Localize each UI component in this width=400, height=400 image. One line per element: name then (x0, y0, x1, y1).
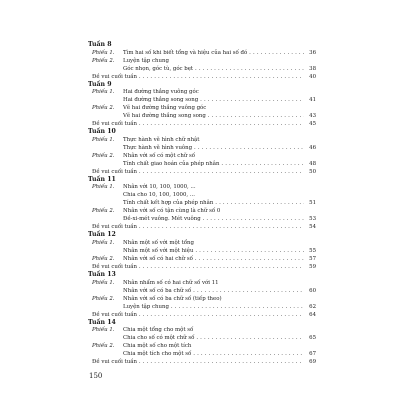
toc-entry (88, 350, 316, 358)
entry-page-number: 60 (304, 287, 316, 295)
entry-title: Chia một số cho một tích (123, 343, 192, 350)
worksheet-label: Phiếu 2. (92, 255, 115, 262)
week-heading: Tuần 14 (88, 318, 116, 326)
entry-title: Nhân nhẩm số có hai chữ số với 11 (123, 279, 219, 286)
entry-page-number: 46 (304, 144, 316, 152)
toc-entry (88, 136, 316, 144)
entry-page-number: 50 (304, 168, 316, 176)
toc-entry (88, 144, 316, 152)
toc-entry (88, 152, 316, 160)
toc-entry (88, 73, 316, 81)
worksheet-label: Phiếu 2. (92, 295, 115, 302)
entry-title: Tính chất kết hợp của phép nhân . . . (123, 199, 308, 207)
toc-entry (88, 160, 316, 168)
page-number: 150 (89, 372, 103, 380)
entry-page-number: 69 (304, 358, 316, 366)
toc-entry (88, 326, 316, 334)
entry-title: Chia cho 10, 100, 1000, ... (123, 192, 195, 199)
toc-entry (88, 334, 316, 342)
worksheet-label: Phiếu 2. (92, 57, 115, 64)
toc-entry (88, 247, 316, 255)
toc-entry (88, 239, 316, 247)
entry-title: Đề vui cuối tuần . . . (92, 358, 308, 366)
entry-title: Đề vui cuối tuần . . . (92, 73, 308, 81)
week-heading: Tuần 9 (88, 80, 112, 88)
entry-page-number: 53 (304, 215, 316, 223)
toc-entry (88, 49, 316, 57)
entry-page-number: 62 (304, 303, 316, 311)
entry-page-number: 45 (304, 120, 316, 128)
entry-title: Nhân với 10, 100, 1000, ... (123, 184, 196, 191)
entry-page-number: 41 (304, 96, 316, 104)
entry-page-number: 36 (304, 49, 316, 57)
worksheet-label: Phiếu 1. (92, 89, 115, 96)
toc-entry (88, 57, 316, 65)
toc-entry (88, 191, 316, 199)
entry-title: Nhân với số có ba chữ số . . . (123, 287, 308, 295)
entry-title: Nhân một số với một tổng (123, 239, 194, 246)
entry-title: Nhân với số có hai chữ số . . . (123, 255, 308, 263)
entry-title: Nhân với số có tận cùng là chữ số 0 (123, 208, 221, 215)
entry-title: Luyện tập chung . . . (123, 303, 308, 311)
toc-entry (88, 215, 316, 223)
table-of-contents (88, 41, 316, 366)
worksheet-label: Phiếu 1. (92, 327, 115, 334)
entry-page-number: 57 (304, 255, 316, 263)
entry-title: Đề vui cuối tuần . . . (92, 311, 308, 319)
toc-entry (88, 199, 316, 207)
toc-entry (88, 168, 316, 176)
toc-entry (88, 342, 316, 350)
entry-page-number: 43 (304, 112, 316, 120)
entry-page-number: 64 (304, 311, 316, 319)
toc-entry (88, 223, 316, 231)
entry-page-number: 51 (304, 199, 316, 207)
week-heading: Tuần 10 (88, 128, 116, 136)
week-heading: Tuần 12 (88, 231, 116, 239)
entry-page-number: 55 (304, 247, 316, 255)
toc-entry (88, 104, 316, 112)
entry-page-number: 59 (304, 263, 316, 271)
entry-page-number: 67 (304, 350, 316, 358)
entry-title: Đề vui cuối tuần . . . (92, 263, 308, 271)
toc-entry (88, 279, 316, 287)
entry-title: Nhân một số với một hiệu . . . (123, 247, 308, 255)
entry-page-number: 48 (304, 160, 316, 168)
entry-title: Thực hành vẽ hình chữ nhật (123, 136, 200, 143)
entry-title: Đề vui cuối tuần . . . (92, 168, 308, 176)
week-heading: Tuần 11 (88, 175, 116, 183)
entry-page-number: 65 (304, 334, 316, 342)
worksheet-label: Phiếu 2. (92, 343, 115, 350)
toc-entry (88, 303, 316, 311)
worksheet-label: Phiếu 2. (92, 208, 115, 215)
week-heading: Tuần 13 (88, 270, 116, 278)
toc-entry (88, 287, 316, 295)
worksheet-label: Phiếu 1. (92, 279, 115, 286)
entry-title: Chia một tổng cho một số (123, 327, 194, 334)
worksheet-label: Phiếu 2. (92, 105, 115, 112)
entry-title: Hai đường thẳng song song . . . (123, 96, 308, 104)
week-heading: Tuần 8 (88, 41, 112, 48)
entry-title: Nhân với số có ba chữ số (tiếp theo) (123, 295, 222, 302)
toc-entry (88, 207, 316, 215)
entry-title: Vẽ hai đường thẳng song song . . . (123, 112, 308, 120)
toc-entry (88, 120, 316, 128)
toc-entry (88, 65, 316, 73)
entry-title: Tìm hai số khi biết tổng và hiệu của hai số đó . . . (123, 49, 308, 57)
toc-entry (88, 255, 316, 263)
entry-title: Góc nhọn, góc tù, góc bẹt . . . (123, 65, 308, 73)
toc-entry (88, 183, 316, 191)
entry-title: Thực hành vẽ hình vuông . . . (123, 144, 308, 152)
toc-entry (88, 263, 316, 271)
worksheet-label: Phiếu 1. (92, 184, 115, 191)
entry-title: Chia cho số có một chữ số . . . (123, 334, 308, 342)
toc-entry (88, 88, 316, 96)
entry-page-number: 54 (304, 223, 316, 231)
toc-entry (88, 295, 316, 303)
entry-title: Chia một tích cho một số . . . (123, 350, 308, 358)
worksheet-label: Phiếu 1. (92, 239, 115, 246)
entry-title: Đề vui cuối tuần . . . (92, 120, 308, 128)
entry-title: Vẽ hai đường thẳng vuông góc (123, 105, 207, 112)
toc-entry (88, 112, 316, 120)
entry-title: Hai đường thẳng vuông góc (123, 89, 199, 96)
worksheet-label: Phiếu 2. (92, 152, 115, 159)
entry-title: Tính chất giao hoán của phép nhân . . . (123, 160, 308, 168)
entry-title: Nhân với số có một chữ số (123, 152, 196, 159)
entry-page-number: 40 (304, 73, 316, 81)
entry-title: Luyện tập chung (123, 57, 169, 64)
entry-page-number: 38 (304, 65, 316, 73)
toc-entry (88, 358, 316, 366)
entry-title: Đề vui cuối tuần . . . (92, 223, 308, 231)
toc-entry (88, 311, 316, 319)
worksheet-label: Phiếu 1. (92, 49, 115, 56)
entry-title: Đề-xi-mét vuông. Mét vuông . . . (123, 215, 308, 223)
toc-entry (88, 96, 316, 104)
worksheet-label: Phiếu 1. (92, 136, 115, 143)
